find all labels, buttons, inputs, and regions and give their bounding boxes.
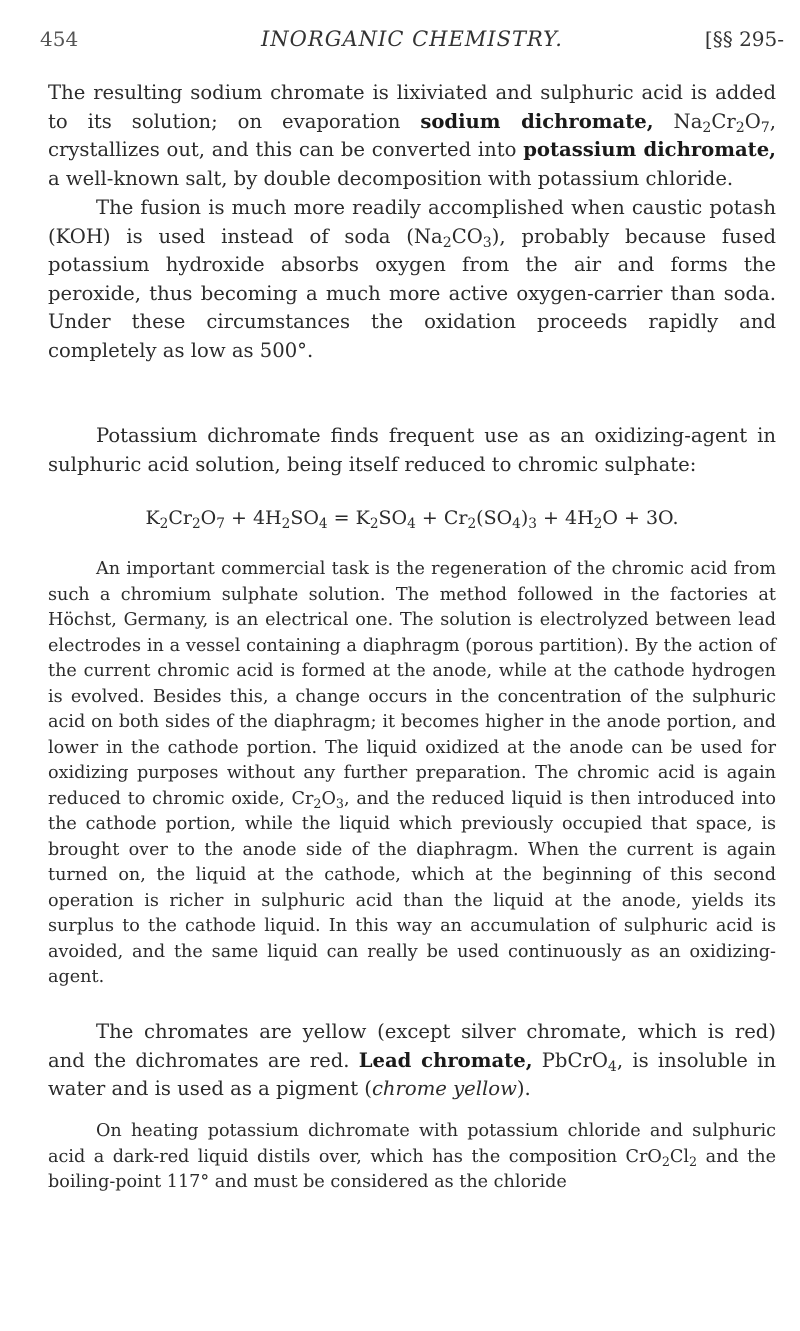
term-sodium-dichromate: sodium dichromate,	[420, 109, 654, 133]
paragraph-sodium-dichromate: The resulting sodium chromate is lixiviated and sulphuric acid is added to its solution; on evaporation sodium dichromate, $Na_2Cr_2O_7$, crystallizes out, and this can be converted into potassium dichromate, a well-known salt, by double decomposition with potassium chloride.	[48, 81, 776, 190]
term-potassium-dichromate: potassium dichromate,	[523, 138, 776, 161]
page-header	[40, 27, 784, 57]
paragraph-chromyl-chloride: On heating potassium dichromate with potassium chloride and sulphuric acid a dark-red liquid distils over, which has the composition $CrO_2Cl_2$ and the boiling-point 117° and must be considered as the chloride	[48, 1121, 776, 1192]
section-reference: [§§ 295-	[704, 27, 784, 51]
paragraph-oxidizing-agent: Potassium dichromate finds frequent use as an oxidizing-agent in sulphuric acid solution, being itself reduced to chromic sulphate:	[48, 424, 776, 476]
paragraph-fusion: The fusion is much more readily accomplished when caustic potash (KOH) is used instead of soda $(Na_2CO_3)$, probably because fused potassium hydroxide absorbs oxygen from the air and forms the peroxide, thus becoming a much more active oxygen-carrier than soda. Under these circumstances the oxidation proceeds rapidly and completely as low as 500°.	[48, 196, 776, 362]
paragraph-regeneration: An important commercial task is the regeneration of the chromic acid from such a chromium sulphate solution. The method followed in the factories at Höchst, Germany, is an electrical one. The solution is electrolyzed between lead electrodes in a vessel containing a diaphragm (porous partition). By the action of the current chromic acid is formed at the anode, while at the cathode hydrogen is evolved. Besides this, a change occurs in the concentration of the sulphuric acid on both sides of the diaphragm; it becomes higher in the anode portion, and lower in the cathode portion. The liquid oxidized at the anode can be used for oxidizing purposes without any further preparation. The chromic acid is again reduced to chromic oxide, $Cr_2O_3$, and the reduced liquid is then introduced into the cathode portion, while the liquid which previously occupied that space, is brought over to the anode side of the diaphragm. When the current is again turned on, the liquid at the cathode, which at the beginning of this second operation is richer in sulphuric acid than the liquid at the anode, yields its surplus to the cathode liquid. In this way an accumulation of sulphuric acid is avoided, and the same liquid can really be used continuously as an oxidizing-agent.	[48, 559, 776, 987]
chemical-equation: $K_2Cr_2O_7 + 4H_2SO_4 = K_2SO_4 + Cr_2(SO_4)_3 + 4H_2O + 3O$.	[145, 507, 679, 533]
term-chrome-yellow: chrome yellow	[371, 1077, 517, 1100]
paragraph-chromate-colors: The chromates are yellow (except silver chromate, which is red) and the dichromates are red. Lead chromate, PbCrO$_4$, is insoluble in water and is used as a pigment (chrome yellow).	[48, 1020, 776, 1100]
page-number: 454	[40, 27, 79, 51]
running-title: INORGANIC CHEMISTRY.	[261, 27, 563, 51]
term-lead-chromate: Lead chromate,	[358, 1048, 533, 1072]
